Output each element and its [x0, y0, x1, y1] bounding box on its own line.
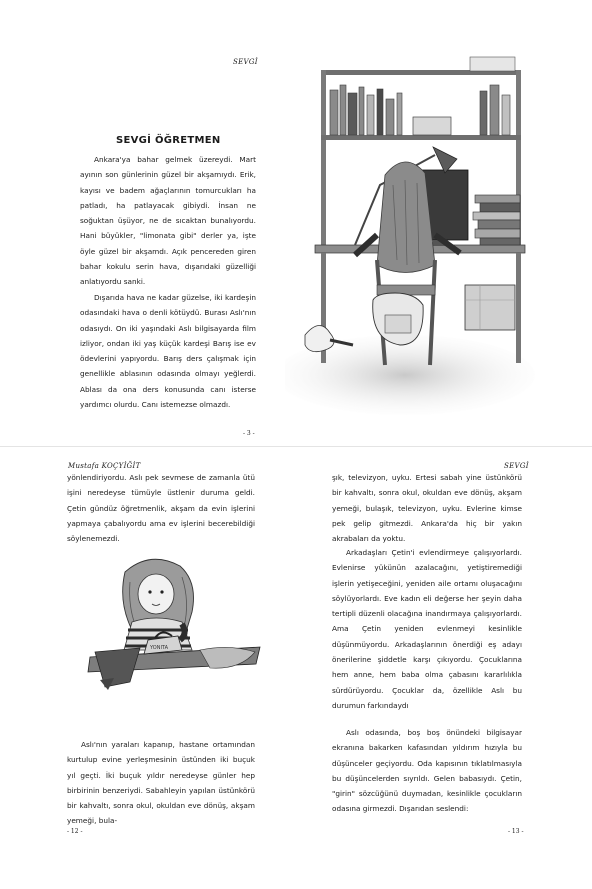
paragraph-3: Aslı odasında, boş boş önündeki bilgisayar ekranına bakarken kafasından yıldırım hızıyla bu düşünceler geçiyordu. Oda kapısının tıklatılmasıyla bu düşüncelerden sıyrıldı. Gelen babasıydı. Çetin, "girin" sözcüğünü duymadan, kesinlikle çocukların odasına girmezdi. Dışarıdan seslendi: — [332, 728, 522, 814]
page-number: - 3 - — [243, 430, 255, 437]
paragraph-bottom: Aslı'nın yaraları kapanıp, hastane ortamından kurtulup evine yerleşmesinin üstünden iki buçuk yıl geçti. İki buçuk yıldır neredeyse günler hep birbirinin benzeriydi. Sabahleyin yapılan üstünkörü bir kahvaltı, sonra okul, okuldan eve dönüş, akşam yemeği, bula- — [67, 740, 255, 826]
girl-ironing-illustration — [70, 552, 270, 692]
paragraph-top: yönlendiriyordu. Aslı pek sevmese de zamanla ütü işini neredeyse tümüyle üstlenir duruma geldi. Çetin gündüz öğretmenlik, akşam da evin işlerini yapmaya çabalıyordu ama ev işlerini becerebildiği söylenemezdi. — [67, 473, 255, 544]
running-header: SEVGİ — [504, 462, 529, 470]
iron-label: YONITA — [150, 645, 169, 651]
page-number: - 13 - — [508, 828, 524, 835]
chapter-title: SEVGİ ÖĞRETMEN — [116, 135, 221, 146]
page-number: - 12 - — [67, 828, 83, 835]
paragraph-1: şık, televizyon, uyku. Ertesi sabah yine üstünkörü bir kahvaltı, sonra okul, okuldan eve dönüş, akşam yemeği, bulaşık, televizyon, uyku. Evlerine kimse pek gelip gitmezdi. Ankara'da hiç bir yakın akrabaları da yoktu. — [332, 473, 522, 544]
paragraph-2: Dışarıda hava ne kadar güzelse, iki kardeşin odasındaki hava o denli kötüydü. Burası Aslı'nın odasıydı. On iki yaşındaki Aslı bilgisayarda film izliyor, ondan iki yaş küçük kardeşi Barış ise ev ödevlerini yapıyordu. Barış ders çalışmak için genellikle ablasının odasında olmayı yeğlerdi. Ablası da ona ders konusunda canı isterse yardımcı olurdu. Canı istemezse olmazdı. — [80, 293, 256, 410]
left-page — [0, 448, 296, 889]
top-page — [0, 0, 592, 444]
paragraph-1: Ankara'ya bahar gelmek üzereydi. Mart ayının son günlerinin güzel bir akşamıydı. Erik, kayısı ve badem ağaçlarının tomurcukları ha patladı, ha patlayacak gibiydi. İnsan ne soğuktan üşüyor, ne de sıcaktan bunalıyordu. Hani büyükler, "limonata gibi" derler ya, işte öyle güzel bir akşamdı. Açık pencereden giren bahar kokulu serin hava, dışarıdaki güzelliği anlatıyordu sanki. — [80, 155, 256, 287]
paragraph-2: Arkadaşları Çetin'i evlendirmeye çalışıyorlardı. Evlenirse yükünün azalacağını, yetiştiremediği işlerin yetişeceğini, yeniden aile ortamı oluşacağını söylüyorlardı. Eve kadın eli değerse her şeyin daha tertipli düzenli olacağına inandırmaya çalışıyorlardı. Ama Çetin yeniden evlenmeyi kesinlikle düşünmüyordu. Arkadaşlarının önerdiği eş adayı önerilerine şiddetle karşı çıkıyordu. Çocuklarına hem anne, hem baba olma çabasını kararlılıkla sürdürüyordu. Çocuklar da, özellikle Aslı bu durumun farkındaydı — [332, 548, 522, 710]
page-divider — [0, 446, 592, 447]
girl-at-desk-illustration — [285, 55, 540, 415]
running-header: Mustafa KOÇYİĞİT — [68, 462, 141, 470]
right-page — [296, 448, 592, 889]
running-header: SEVGİ — [233, 58, 258, 66]
